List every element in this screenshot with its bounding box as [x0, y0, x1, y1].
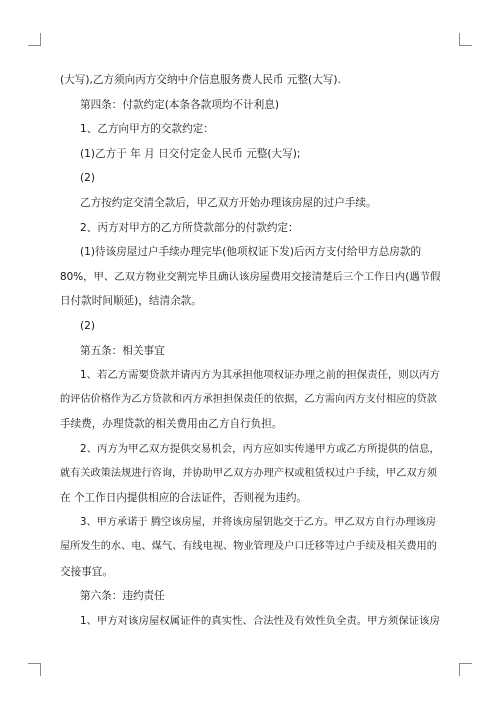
- text-line: 1、甲方对该房屋权属证件的真实性、合法性及有效性负全责。甲方须保证该房: [80, 615, 440, 628]
- text-line: 2、丙方对甲方的乙方所贷款部分的付款约定：: [80, 221, 299, 234]
- text-line: 的评估价格作为乙方贷款和丙方承担担保责任的依据，乙方需向丙方支付相应的贷款: [60, 393, 437, 405]
- crop-mark-bottom-left: [28, 663, 41, 676]
- crop-mark-top-right: [459, 33, 472, 46]
- section-heading: 第六条：违约责任: [80, 590, 165, 603]
- section-heading: 第四条：付款约定(本条各款项均不计利息): [80, 98, 279, 111]
- text-line: 2、丙方为甲乙双方提供交易机会，丙方应如实传递甲方或乙方所提供的信息，: [80, 442, 440, 455]
- document-body: [60, 68, 442, 634]
- text-line: 乙方按约定交清全款后，甲乙双方开始办理该房屋的过户手续。: [80, 196, 377, 209]
- text-line: (2): [80, 172, 96, 185]
- text-line: (1)待该房屋过户手续办理完毕(他项权证下发)后丙方支付给甲方总房款的: [80, 246, 422, 259]
- text-line: (大写),乙方须向丙方交纳中介信息服务费人民币 元整(大写).: [60, 74, 341, 86]
- text-line: 交接事宜。: [60, 565, 113, 578]
- text-line: 3、甲方承诺于 腾空该房屋，并将该房屋钥匙交于乙方。甲乙双方自行办理该房: [80, 516, 437, 528]
- crop-mark-top-left: [28, 33, 41, 46]
- text-line: 80%，甲、乙双方物业交割完毕且确认该房屋费用交接清楚后三个工作日内(遇节假: [60, 270, 441, 283]
- section-heading: 第五条：相关事宜: [80, 344, 165, 357]
- text-line: 在 个工作日内提供相应的合法证件，否则视为违约。: [60, 492, 308, 505]
- text-line: (1)乙方于 年 月 日交付定金人民币 元整(大写);: [80, 147, 301, 160]
- text-line: 就有关政策法规进行咨询，并协助甲乙双方办理产权或租赁权过户手续，甲乙双方须: [60, 467, 437, 479]
- text-line: 屋所发生的水、电、煤气、有线电视、物业管理及户口迁移等过户手续及相关费用的: [60, 541, 437, 553]
- crop-mark-bottom-right: [459, 663, 472, 676]
- text-line: 1、若乙方需要贷款并请丙方为其承担他项权证办理之前的担保责任，则以丙方: [80, 369, 440, 382]
- text-line: (2): [80, 319, 96, 332]
- text-line: 日付款时间顺延)，结清余款。: [60, 295, 202, 308]
- text-line: 手续费，办理贷款的相关费用由乙方自行负担。: [60, 418, 283, 431]
- text-line: 1、乙方向甲方的交款约定：: [80, 123, 214, 136]
